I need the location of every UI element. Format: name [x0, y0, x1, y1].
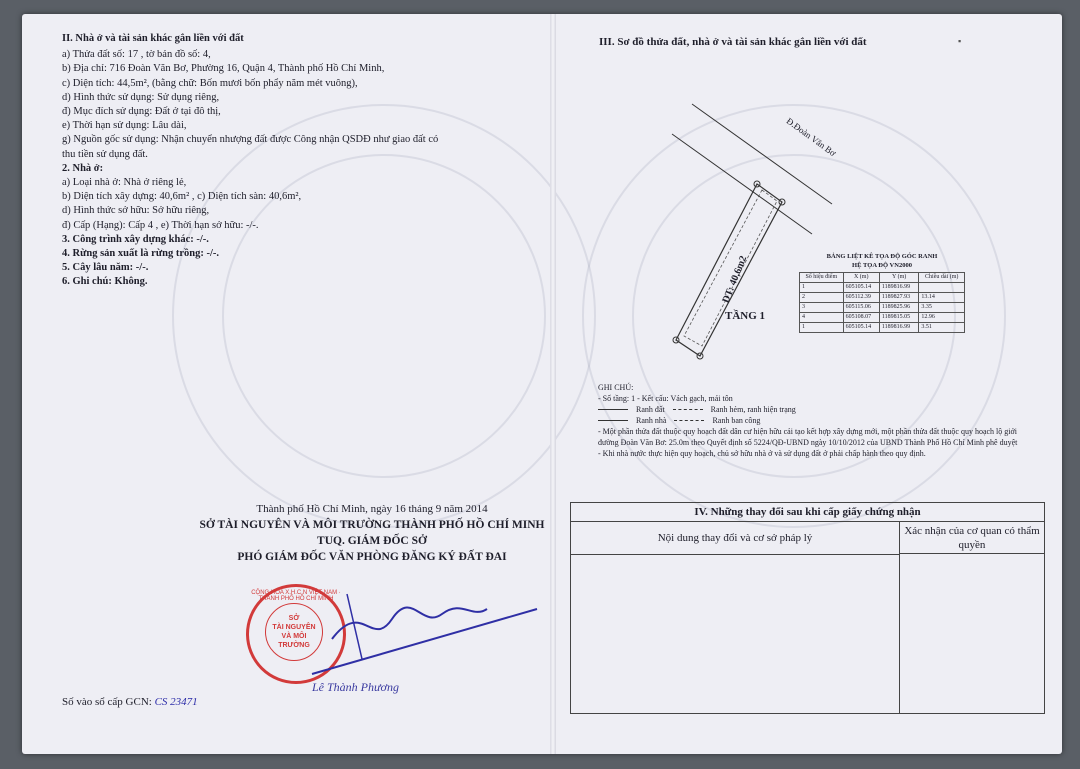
- land-line: thu tiền sử dụng đất.: [62, 148, 148, 160]
- coord-title: BẢNG LIỆT KÊ TỌA ĐỘ GÓC RANH: [826, 253, 938, 260]
- table-row: [800, 323, 965, 333]
- note-exec: - Khi nhà nước thực hiện quy hoạch, chủ sở hữu nhà ở và sử dụng đất ở phải chấp hành theo quy định.: [598, 449, 926, 458]
- other-line: 4. Rừng sản xuất là rừng trồng: -/-.: [62, 248, 219, 260]
- changes-title: IV. Những thay đổi sau khi cấp giấy chứng nhận: [571, 503, 1044, 522]
- coord-cell: 1189815.05: [879, 313, 919, 323]
- stamp-line: SỞ: [288, 615, 300, 622]
- coord-cell: 1189825.96: [879, 303, 919, 313]
- table-row: [800, 283, 965, 293]
- land-line: a) Thửa đất số: 17 , tờ bản đồ số: 4,: [62, 49, 211, 61]
- coord-header: X (m): [843, 273, 879, 283]
- sign-date: Thành phố Hồ Chí Minh, ngày 16 tháng 9 năm 2014: [256, 503, 488, 515]
- coordinate-table: [799, 252, 965, 333]
- changes-col-content: Nội dung thay đổi và cơ sở pháp lý: [571, 522, 900, 555]
- house-line: a) Loại nhà ở: Nhà ở riêng lẻ,: [62, 177, 187, 189]
- notes-struct: - Số tầng: 1 - Kết cấu: Vách gạch, mái tôn: [598, 394, 733, 403]
- house-line: đ) Cấp (Hạng): Cấp 4 , e) Thời hạn sở hữu: -/-.: [62, 219, 259, 231]
- land-line: đ) Mục đích sử dụng: Đất ở tại đô thị,: [62, 106, 221, 118]
- note-plan: - Một phần thửa đất thuộc quy hoạch đất dân cư hiện hữu cải tạo kết hợp xây dựng mới, một phần thửa đất thuộc quy hoạch lộ giới đường Đoàn Văn Bơ: 25.0m theo Quyết định số 5224/QĐ-UBND ngày 10/10/2012 của UBND Thành Phố Hồ Chí Minh phê duyệt: [598, 427, 1018, 447]
- legend-line-icon: [673, 409, 703, 410]
- house-line: d) Hình thức sở hữu: Sở hữu riêng,: [62, 205, 210, 217]
- legend-label: Ranh ban công: [712, 416, 761, 425]
- other-line: 3. Công trình xây dựng khác: -/-.: [62, 233, 209, 245]
- coord-cell: 605115.06: [843, 303, 879, 313]
- coord-cell: 3.35: [919, 303, 965, 313]
- notes-title: GHI CHÚ:: [598, 383, 634, 392]
- coord-grid: [799, 272, 965, 333]
- handwritten-signature: [272, 579, 552, 689]
- coord-cell: 1189827.93: [879, 293, 919, 303]
- serial-number: [62, 696, 198, 708]
- area-label: DT: 40,6m2: [720, 254, 750, 305]
- coord-cell: 605105.14: [843, 283, 879, 293]
- legend-label: Ranh nhà: [636, 416, 667, 425]
- right-header: III. Sơ đồ thửa đất, nhà ở và tài sản khác gắn liền với đất: [599, 36, 867, 48]
- sign-title: PHÓ GIÁM ĐỐC VĂN PHÒNG ĐĂNG KÝ ĐẤT ĐAI: [237, 551, 507, 563]
- notes-block: [598, 382, 1018, 459]
- coord-header: Chiều dài (m): [919, 273, 965, 283]
- table-row: [800, 303, 965, 313]
- coord-cell: 605112.39: [843, 293, 879, 303]
- land-line: b) Địa chỉ: 716 Đoàn Văn Bơ, Phường 16, Quận 4, Thành phố Hồ Chí Minh,: [62, 63, 385, 75]
- coord-cell: 1: [800, 283, 844, 293]
- legend-label: Ranh hẻm, ranh hiện trạng: [710, 405, 796, 414]
- coord-cell: 1189816.99: [879, 283, 919, 293]
- legend-label: Ranh đất: [636, 405, 665, 414]
- other-line: 5. Cây lâu năm: -/-.: [62, 262, 149, 274]
- legend-line-icon: [598, 409, 628, 410]
- stamp-line: TÀI NGUYÊN: [272, 624, 316, 631]
- house-line: b) Diện tích xây dựng: 40,6m² , c) Diện tích sàn: 40,6m²,: [62, 191, 302, 203]
- serial-value: CS 23471: [154, 696, 198, 708]
- land-line: e) Thời hạn sử dụng: Lâu dài,: [62, 120, 187, 132]
- coord-cell: 605105.14: [843, 323, 879, 333]
- column-divider: [899, 554, 900, 713]
- coord-subtitle: HỆ TỌA ĐỘ VN2000: [852, 262, 912, 269]
- legend-line-icon: [674, 420, 704, 421]
- table-row: [800, 313, 965, 323]
- coord-cell: 3: [800, 303, 844, 313]
- coord-cell: 12.96: [919, 313, 965, 323]
- stamp-ring-text: CỘNG HÒA X.H.C.N VIỆT NAM · THÀNH PHỐ HỒ CHÍ MINH: [251, 590, 341, 602]
- sign-tuq: TUQ. GIÁM ĐỐC SỞ: [317, 535, 427, 547]
- coord-cell: [919, 283, 965, 293]
- coord-cell: 1: [800, 323, 844, 333]
- coord-cell: 4: [800, 313, 844, 323]
- changes-table: [570, 502, 1045, 714]
- coord-header: Y (m): [879, 273, 919, 283]
- serial-label: Số vào sổ cấp GCN:: [62, 696, 152, 708]
- floor-label: TẦNG 1: [725, 310, 766, 322]
- coord-header: Số hiệu điểm: [800, 273, 844, 283]
- coord-cell: 3.51: [919, 323, 965, 333]
- left-header: II. Nhà ở và tài sản khác gắn liền với đất: [62, 33, 244, 44]
- coord-cell: 605108.07: [843, 313, 879, 323]
- certificate-sheet: [22, 14, 1062, 754]
- coord-cell: 1189816.99: [879, 323, 919, 333]
- coord-cell: 2: [800, 293, 844, 303]
- road-label: Đ.Đoàn Văn Bơ: [784, 115, 838, 159]
- legend-row: [598, 415, 1018, 426]
- legend-row: [598, 404, 1018, 415]
- sign-org: SỞ TÀI NGUYÊN VÀ MÔI TRƯỜNG THÀNH PHỐ HỒ CHÍ MINH: [199, 519, 545, 531]
- signature-block: [162, 501, 582, 565]
- coord-cell: 13.14: [919, 293, 965, 303]
- changes-col-confirm: Xác nhận của cơ quan có thẩm quyền: [900, 522, 1044, 554]
- land-line: g) Nguồn gốc sử dụng: Nhận chuyển nhượng đất được Công nhận QSDĐ như giao đất có: [62, 134, 439, 146]
- legend-line-icon: [598, 420, 628, 421]
- land-line: c) Diện tích: 44,5m², (bằng chữ: Bốn mươi bốn phẩy năm mét vuông),: [62, 77, 358, 89]
- table-row: [800, 293, 965, 303]
- stamp-line: VÀ MÔI TRƯỜNG: [278, 633, 310, 649]
- corner-mark: ▪: [958, 36, 962, 46]
- signer-name: Lê Thành Phương: [312, 680, 399, 694]
- left-page-content: [62, 32, 542, 290]
- land-line: d) Hình thức sử dụng: Sử dụng riêng,: [62, 91, 220, 103]
- house-heading: 2. Nhà ở:: [62, 162, 104, 174]
- note-line: 6. Ghi chú: Không.: [62, 276, 148, 288]
